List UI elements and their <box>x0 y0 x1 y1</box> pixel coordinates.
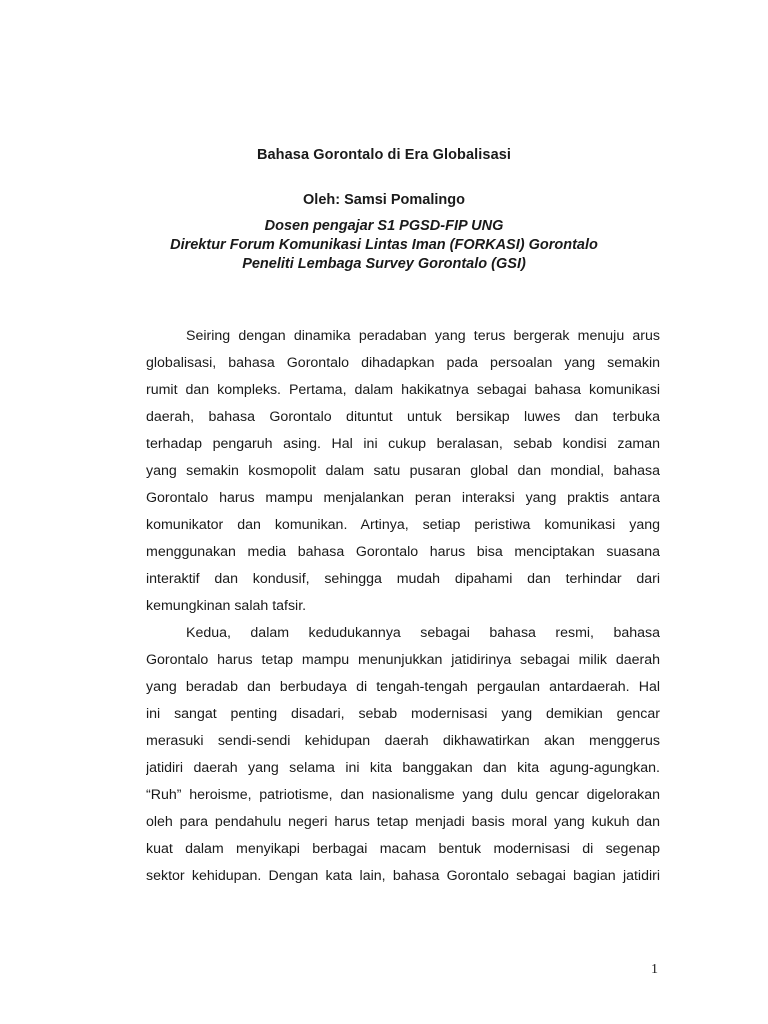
author-line: Oleh: Samsi Pomalingo <box>303 192 465 208</box>
paragraph-line: kemungkinan salah tafsir. <box>146 598 307 614</box>
paragraph-line: jatidiri daerah yang selama ini kita banggakan dan kita agung-agungkan. <box>146 760 660 776</box>
paragraph-line: sektor kehidupan. Dengan kata lain, bahasa Gorontalo sebagai bagian jatidiri <box>146 868 660 884</box>
paragraph-line: yang beradab dan berbudaya di tengah-tengah pergaulan antardaerah. Hal <box>146 679 660 695</box>
paragraph-line: terhadap pengaruh asing. Hal ini cukup beralasan, sebab kondisi zaman <box>146 436 660 452</box>
paragraph-line: rumit dan kompleks. Pertama, dalam hakikatnya sebagai bahasa komunikasi <box>146 382 660 398</box>
paragraph-line: komunikator dan komunikan. Artinya, setiap peristiwa komunikasi yang <box>146 517 660 533</box>
paragraph-line: daerah, bahasa Gorontalo dituntut untuk bersikap luwes dan terbuka <box>146 409 660 425</box>
paragraph-line: Gorontalo harus tetap mampu menunjukkan jatidirinya sebagai milik daerah <box>146 652 660 668</box>
page-number: 1 <box>651 962 658 977</box>
affiliation-line: Dosen pengajar S1 PGSD-FIP UNG <box>264 218 504 234</box>
paragraph-line: interaktif dan kondusif, sehingga mudah dipahami dan terhindar dari <box>146 571 660 587</box>
paragraph-line: oleh para pendahulu negeri harus tetap menjadi basis moral yang kukuh dan <box>146 814 660 830</box>
paragraph-line: yang semakin kosmopolit dalam satu pusaran global dan mondial, bahasa <box>146 463 660 479</box>
document-title: Bahasa Gorontalo di Era Globalisasi <box>256 147 512 163</box>
affiliation-line: Peneliti Lembaga Survey Gorontalo (GSI) <box>242 256 526 272</box>
paragraph-line: Kedua, dalam kedudukannya sebagai bahasa resmi, bahasa <box>186 625 660 641</box>
paragraph-line: merasuki sendi-sendi kehidupan daerah dikhawatirkan akan menggerus <box>146 733 660 749</box>
affiliation-line: Direktur Forum Komunikasi Lintas Iman (FORKASI) Gorontalo <box>170 237 598 253</box>
paragraph-line: globalisasi, bahasa Gorontalo dihadapkan pada persoalan yang semakin <box>146 355 660 371</box>
body-text <box>146 323 660 890</box>
paragraph-line: menggunakan media bahasa Gorontalo harus bisa menciptakan suasana <box>146 544 660 560</box>
paragraph-line: ini sangat penting disadari, sebab modernisasi yang demikian gencar <box>146 706 660 722</box>
affiliations-block <box>0 217 768 274</box>
paragraph-line: kuat dalam menyikapi berbagai macam bentuk modernisasi di segenap <box>146 841 660 857</box>
paragraph-line: Seiring dengan dinamika peradaban yang terus bergerak menuju arus <box>186 328 660 344</box>
paragraph-line: Gorontalo harus mampu menjalankan peran interaksi yang praktis antara <box>146 490 660 506</box>
paragraph-line: “Ruh” heroisme, patriotisme, dan nasionalisme yang dulu gencar digelorakan <box>146 787 660 803</box>
